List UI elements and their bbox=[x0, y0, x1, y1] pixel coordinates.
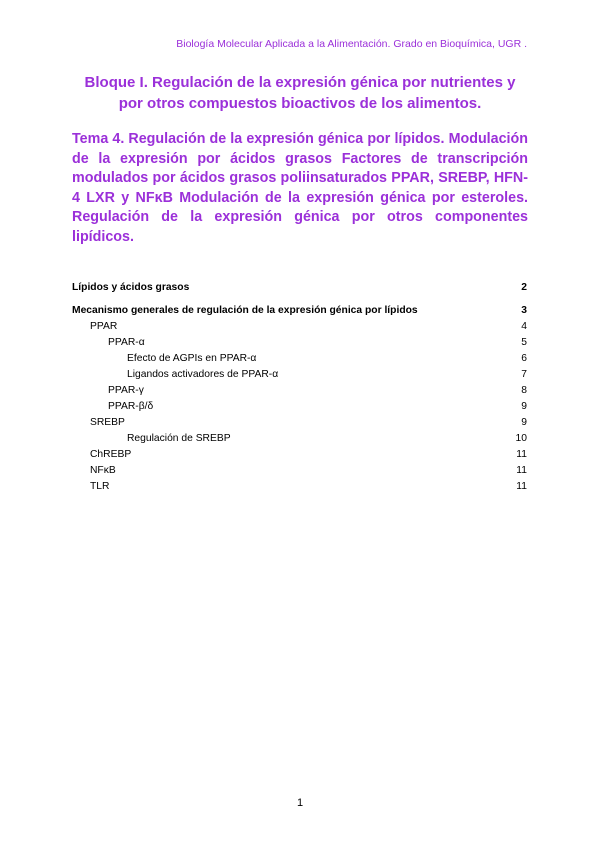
toc-entry-page: 11 bbox=[516, 449, 527, 460]
toc-entry-label: PPAR-β/δ bbox=[108, 401, 154, 412]
toc-entry-label: Ligandos activadores de PPAR-α bbox=[127, 369, 279, 380]
block-title: Bloque I. Regulación de la expresión génica por nutrientes y por otros compuestos bioactivos de los alimentos. bbox=[84, 74, 516, 112]
toc-entry-label: PPAR-α bbox=[108, 337, 145, 348]
toc-entry-page: 7 bbox=[521, 369, 527, 380]
toc-entry-label: NFκB bbox=[90, 465, 116, 476]
toc-entry[interactable] bbox=[72, 399, 527, 415]
toc-entry[interactable] bbox=[72, 383, 527, 399]
toc-entry-page: 8 bbox=[521, 385, 527, 396]
toc-entry-label: SREBP bbox=[90, 417, 125, 428]
toc-entry-page: 11 bbox=[516, 465, 527, 476]
toc-entry-label: Lípidos y ácidos grasos bbox=[72, 282, 190, 293]
toc-entry-page: 9 bbox=[521, 417, 527, 428]
toc-entry-label: Regulación de SREBP bbox=[127, 433, 231, 444]
toc-entry-label: Mecanismo generales de regulación de la expresión génica por lípidos bbox=[72, 305, 418, 316]
toc-entry-label: Efecto de AGPIs en PPAR-α bbox=[127, 353, 257, 364]
toc-entry-label: PPAR-γ bbox=[108, 385, 144, 396]
topic-title: Tema 4. Regulación de la expresión génica por lípidos. Modulación de la expresión por ácidos grasos Factores de transcripción modulados por ácidos grasos poliinsaturados PPAR, SREBP, HFN-4 LXR y NFκB Modulación de la expresión génica por esteroles. Regulación de la expresión génica por otros componentes lipídicos. bbox=[72, 131, 528, 245]
page-number: 1 bbox=[296, 797, 304, 809]
toc-entry[interactable] bbox=[72, 335, 527, 351]
table-of-contents bbox=[72, 280, 527, 495]
toc-entry[interactable] bbox=[72, 447, 527, 463]
toc-entry[interactable] bbox=[72, 479, 527, 495]
toc-entry-page: 4 bbox=[521, 321, 527, 332]
running-header: Biología Molecular Aplicada a la Alimentación. Grado en Bioquímica, UGR . bbox=[176, 38, 527, 50]
toc-entry-label: TLR bbox=[90, 481, 110, 492]
toc-entry[interactable] bbox=[72, 351, 527, 367]
toc-entry-page: 2 bbox=[521, 282, 527, 293]
toc-entry[interactable] bbox=[72, 280, 527, 296]
toc-entry-page: 10 bbox=[515, 433, 527, 444]
toc-entry-page: 3 bbox=[521, 305, 527, 316]
toc-entry-label: PPAR bbox=[90, 321, 118, 332]
toc-entry[interactable] bbox=[72, 319, 527, 335]
toc-entry[interactable] bbox=[72, 367, 527, 383]
toc-entry[interactable] bbox=[72, 431, 527, 447]
toc-entry-page: 9 bbox=[521, 401, 527, 412]
toc-entry[interactable] bbox=[72, 463, 527, 479]
toc-entry-page: 11 bbox=[516, 481, 527, 492]
toc-entry[interactable] bbox=[72, 303, 527, 319]
toc-entry[interactable] bbox=[72, 415, 527, 431]
toc-entry-label: ChREBP bbox=[90, 449, 132, 460]
toc-entry-page: 5 bbox=[521, 337, 527, 348]
toc-entry-page: 6 bbox=[521, 353, 527, 364]
